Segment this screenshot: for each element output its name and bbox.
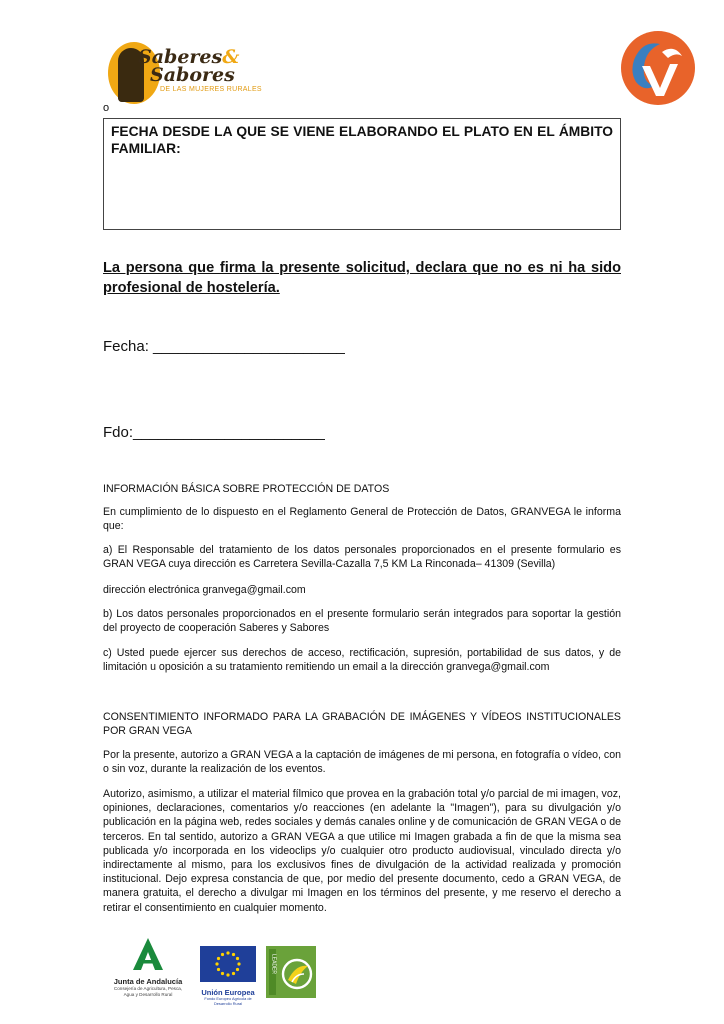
data-protection-paragraph-3: dirección electrónica granvega@gmail.com (103, 584, 306, 596)
logo-text-line3: DE LAS MUJERES RURALES (160, 86, 262, 93)
data-protection-title: INFORMACIÓN BÁSICA SOBRE PROTECCIÓN DE DATOS (103, 483, 390, 495)
elaboration-date-label: FECHA DESDE LA QUE SE VIENE ELABORANDO EL PLATO EN EL ÁMBITO FAMILIAR: (111, 124, 613, 156)
logo-text-line2: Sabores (150, 64, 235, 86)
eu-flag-icon (200, 946, 256, 982)
leader-label: LEADER (270, 954, 277, 975)
consent-paragraph-2: Autorizo, asimismo, a utilizar el material fílmico que provea en la grabación total y/o parcial de mi imagen, voz, opiniones, declaraciones, comentarios y/o reacciones (en adelante la "Imagen"), para su divulgación y/o publicación en la página web, redes sociales y demás canales online y de comunicación de GRAN VEGA o de terceros. En tal sentido, autorizo a GRAN VEGA a que utilice mi Imagen grabada a fin de que la misma sea publicada y/o incorporada en los videoclips y/o cualquier otro producto audiovisual, vinculado directa y/o indirectamente al mismo, para los exclusivos fines de divulgación de la actividad realizada y promoción institucional. Dejo expresa constancia de que, por medio del presente documento, cedo a GRAN VEGA, de manera gratuita, el derecho a divulgar mi Imagen en los términos del presente, y me reservo el derecho a retirar el consentimiento en cualquier momento. (103, 788, 621, 914)
non-professional-declaration: La persona que firma la presente solicitud, declara que no es ni ha sido profesional de hostelería. (103, 260, 621, 296)
gran-vega-logo-icon (620, 30, 696, 106)
junta-andalucia-logo (112, 938, 184, 1000)
eu-name: Unión Europea (201, 988, 255, 997)
signed-by-line[interactable]: Fdo:_______________________ (103, 424, 325, 441)
date-signature-line[interactable]: Fecha: _______________________ (103, 338, 345, 355)
elaboration-date-box[interactable] (103, 118, 621, 230)
consent-paragraph-1: Por la presente, autorizo a GRAN VEGA a la captación de imágenes de mi persona, en fotografía o vídeo, con o sin voz, durante la realización de los eventos. (103, 749, 621, 776)
junta-andalucia-name: Junta de Andalucía (113, 977, 183, 986)
leader-logo-icon (266, 946, 316, 998)
junta-andalucia-subtitle: Consejería de Agricultura, Pesca, Agua y Desarrollo Rural (113, 986, 183, 997)
logo-text-line1: Saberes& (138, 46, 240, 68)
eu-subtitle: Fondo Europeo Agrícola de Desarrollo Rural (204, 996, 252, 1006)
data-protection-paragraph-2: a) El Responsable del tratamiento de los datos personales proporcionados en el presente formulario es GRAN VEGA cuya dirección es Carretera Sevilla-Cazalla 7,5 KM La Rinconada– 41309 (Sevilla) (103, 544, 621, 571)
data-protection-paragraph-5: c) Usted puede ejercer sus derechos de acceso, rectificación, supresión, portabilidad de sus datos, y de limitación u oposición a su tratamiento remitiendo un email a la dirección granvega@gmail.com (103, 647, 621, 674)
data-protection-paragraph-1: En cumplimiento de lo dispuesto en el Reglamento General de Protección de Datos, GRANVEGA le informa que: (103, 506, 621, 533)
eu-logo (199, 946, 257, 1004)
bullet-marker: o (103, 102, 110, 114)
saberes-sabores-logo (104, 40, 262, 112)
consent-title: CONSENTIMIENTO INFORMADO PARA LA GRABACIÓN DE IMÁGENES Y VÍDEOS INSTITUCIONALES POR GRAN VEGA (103, 711, 621, 738)
data-protection-paragraph-4: b) Los datos personales proporcionados en el presente formulario serán integrados para soportar la gestión del proyecto de cooperación Saberes y Sabores (103, 608, 621, 635)
junta-andalucia-a-icon (133, 938, 163, 970)
